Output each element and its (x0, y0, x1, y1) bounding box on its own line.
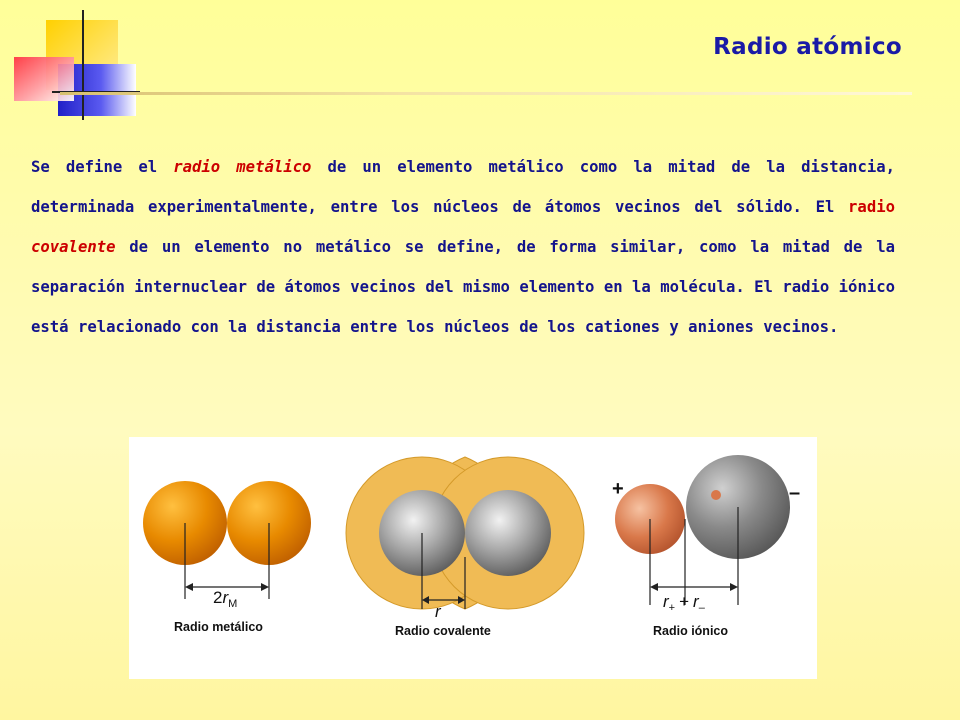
covalent-atom-right (465, 490, 551, 576)
label-radio-covalente: Radio covalente (395, 624, 491, 638)
metallic-pair (143, 481, 311, 610)
definition-paragraph (31, 147, 895, 347)
metal-measure-label (213, 588, 237, 610)
ionic-pair (612, 455, 800, 614)
covalent-pair (346, 457, 584, 621)
r-minus: r (693, 592, 699, 611)
plus-operator: + (679, 592, 690, 611)
decorative-squares (0, 0, 960, 130)
measure-coef: 2 (213, 588, 223, 607)
anion-sign: – (789, 482, 801, 504)
radius-diagram (129, 437, 817, 679)
arrowhead (730, 583, 738, 591)
term-radio: radio (848, 198, 895, 216)
label-radio-ionico: Radio iónico (653, 624, 728, 638)
title-underline (60, 92, 912, 95)
measure-var: r (222, 588, 229, 607)
r-plus-sub: + (668, 602, 676, 614)
label-radio-metalico: Radio metálico (174, 620, 263, 634)
atomic-radius-figure (129, 437, 817, 679)
cation-sign: + (612, 478, 624, 500)
measure-sub: M (228, 598, 238, 610)
term-radio-metalico: radio metálico (173, 158, 312, 176)
anion-nucleus-dot (711, 490, 721, 500)
text-segment: de un elemento metálico como la mitad de la distancia, determinada experimentalmente, entre los núcleos de átomos vecinos del sólido. El (31, 158, 896, 216)
covalent-measure-label: r (435, 602, 441, 621)
r-plus: r (663, 592, 669, 611)
text-segment: de un elemento no metálico se define, de forma similar, como la mitad de la separación internuclear de átomos vecinos del mismo elemento en la molécula. El radio iónico está relacionado con la distancia entre los núcleos de los cationes y aniones vecinos. (31, 238, 895, 336)
arrowhead (185, 583, 193, 591)
text-segment: Se define el (31, 158, 174, 176)
r-minus-sub: – (698, 602, 705, 614)
term-covalente: covalente (31, 238, 116, 256)
arrowhead (261, 583, 269, 591)
ionic-measure-label (663, 592, 706, 614)
arrowhead (650, 583, 658, 591)
page-title: Radio atómico (713, 34, 902, 60)
